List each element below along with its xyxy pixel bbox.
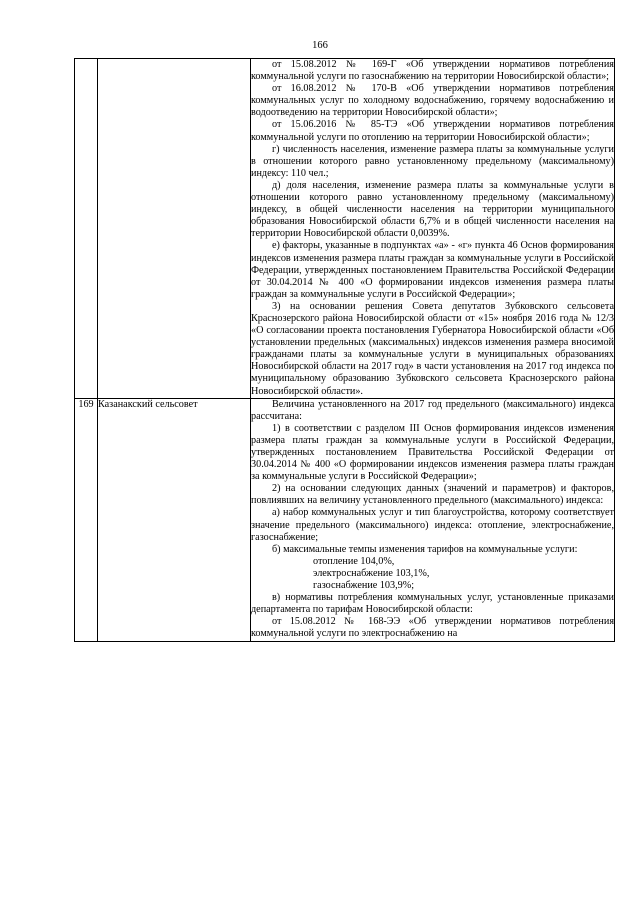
paragraph: Величина установленного на 2017 год предельного (максимального) индекса рассчитана: — [251, 398, 614, 422]
page-number: 166 — [312, 40, 328, 51]
document-table-body — [75, 59, 615, 642]
row-number-cell: 169 — [75, 398, 98, 641]
justification-cell — [251, 398, 615, 641]
paragraph: газоснабжение 103,9%; — [313, 580, 415, 592]
municipality-name-cell: Казанакский сельсовет — [98, 398, 251, 641]
paragraph: от 15.08.2012 № 169-Г «Об утверждении нормативов потребления коммунальной услуги по газоснабжению на территории Новосибирской области»; — [251, 59, 614, 83]
table-row — [75, 59, 615, 399]
row-number-cell — [75, 59, 98, 399]
paragraph: в) нормативы потребления коммунальных услуг, установленные приказами департамента по тарифам Новосибирской области: — [251, 592, 614, 616]
paragraph: 3) на основании решения Совета депутатов Зубковского сельсовета Краснозерского района Новосибирской области от «15» ноября 2016 года № 12/3 «О согласовании проекта постановления Губернатора Новосибирской области «Об установлении предельных (максимальных) индексов изменения размера вносимой гражданами платы за коммунальные услуги в муниципальных образованиях Новосибирской области на 2017 год» в части установления на 2017 год индекса по муниципальному образованию Зубковского сельсовета Краснозерского района Новосибирской области». — [251, 300, 614, 397]
document-table — [74, 58, 615, 642]
paragraph: е) факторы, указанные в подпунктах «а» - «г» пункта 46 Основ формирования индексов изменения размера платы граждан за коммунальные услуги в Российской Федерации, утвержденных постановлением Правительства Российской Федерации от 30.04.2014 № 400 «О формировании индексов изменения размера платы граждан за коммунальные услуги в Российской Федерации»; — [251, 240, 614, 300]
paragraph: от 15.08.2012 № 168-ЭЭ «Об утверждении нормативов потребления коммунальной услуги по электроснабжению на — [251, 616, 614, 640]
paragraph: отопление 104,0%, — [313, 555, 395, 567]
paragraph: электроснабжение 103,1%, — [313, 567, 430, 579]
paragraph: 1) в соответствии с разделом III Основ формирования индексов изменения размера платы граждан за коммунальные услуги в Российской Федерации, утвержденных постановлением Правительства Российской Федерации от 30.04.2014 № 400 «О формировании индексов изменения размера платы граждан за коммунальные услуги в Российской Федерации»; — [251, 422, 614, 483]
paragraph: а) набор коммунальных услуг и тип благоустройства, которому соответствует значение предельного (максимального) индекса: отопление, электроснабжение, газоснабжение; — [251, 507, 614, 543]
paragraph: 2) на основании следующих данных (значений и параметров) и факторов, повлиявших на величину установленного предельного (максимального) индекса: — [251, 483, 614, 507]
paragraph: б) максимальные темпы изменения тарифов на коммунальные услуги: — [272, 543, 578, 555]
paragraph: г) численность населения, изменение размера платы за коммунальные услуги в отношении которого равно установленному предельному (максимальному) индексу: 110 чел.; — [251, 143, 614, 179]
table-row — [75, 398, 615, 641]
municipality-name-cell — [98, 59, 251, 399]
paragraph: от 16.08.2012 № 170-В «Об утверждении нормативов потребления коммунальных услуг по холодному водоснабжению, горячему водоснабжению и водоотведению на территории Новосибирской области»; — [251, 83, 614, 119]
paragraph: д) доля населения, изменение размера платы за коммунальные услуги в отношении которого равно установленному предельному (максимальному) индексу, в общей численности населения на территории муниципального образования Новосибирской области 6,7% и в общей численности населения на территории Новосибирской области 0,0039%. — [251, 179, 614, 240]
paragraph: от 15.06.2016 № 85-ТЭ «Об утверждении нормативов потребления коммунальной услуги по отоплению на территории Новосибирской области»; — [251, 119, 614, 143]
justification-cell — [251, 59, 615, 399]
